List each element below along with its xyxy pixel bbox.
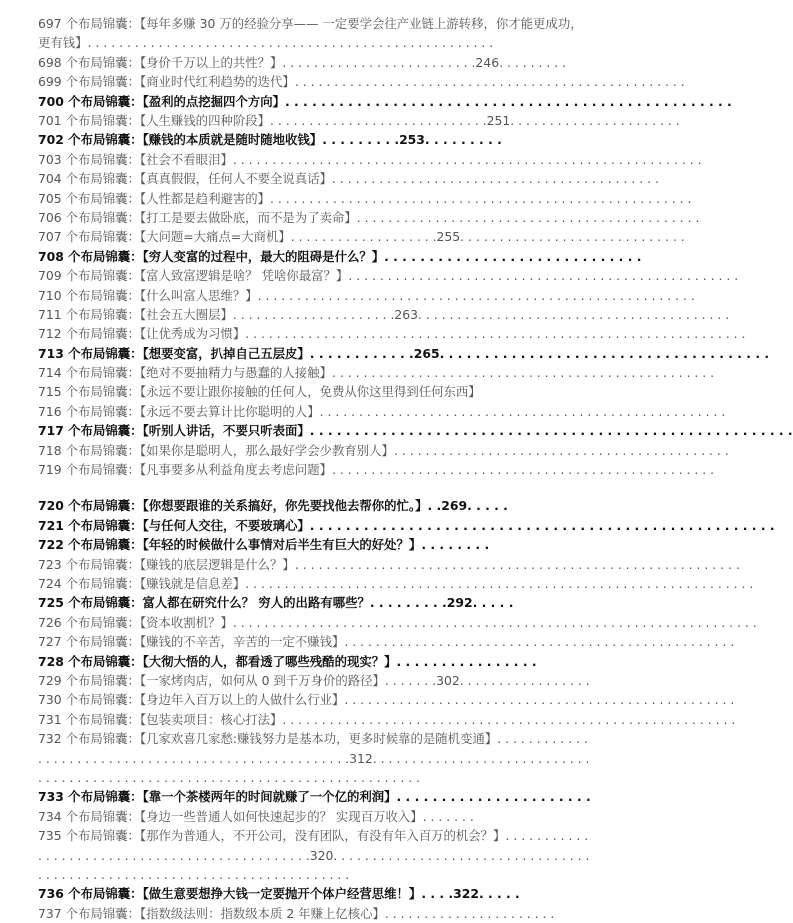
toc-entry-title: 713 个布局锦囊：【想要变富，扒掉自己五层皮】 — [38, 345, 310, 361]
toc-page-number: 269. . . . . — [441, 498, 508, 514]
toc-entry-title: 710 个布局锦囊：【什么叫富人思维？】 — [38, 287, 258, 303]
toc-entry[interactable] — [38, 671, 594, 690]
toc-entry-title: 717 个布局锦囊：【听别人讲话，不要只听表面】 — [38, 423, 310, 439]
toc-entry[interactable] — [38, 826, 594, 884]
dot-leader: . . . . . . . . . . . . . . . . . . . . . . . . . . . . . . . . . . . . . . . . . . . — [393, 442, 729, 458]
toc-page-number: 292. . . . . — [446, 595, 514, 611]
toc-entry-title: 706 个布局锦囊：【打工是要去做卧底，而不是为了卖命】 — [38, 209, 357, 225]
toc-page-number: 302. . . . . . . . . . . . . . . . . — [436, 672, 590, 688]
toc-entry[interactable] — [38, 402, 726, 421]
toc-entry-title: 734 个布局锦囊：【身边一些普通人如何快速起步的？ 实现百万收入】 — [38, 808, 423, 824]
toc-entry[interactable] — [38, 460, 715, 479]
toc-entry[interactable] — [38, 286, 695, 305]
toc-entry[interactable] — [38, 14, 594, 53]
toc-entry-title: 729 个布局锦囊：【一家烤肉店，如何从 0 到千万身价的路径】 — [38, 672, 385, 688]
dot-leader: . . . . . . . . . . . . . . . . . . . . . . . . . . . . . . . . . . . . . . . . . . . . — [356, 209, 700, 225]
toc-entry[interactable] — [38, 555, 740, 574]
toc-page-number: 320. . . . . . . . . . . . . . . . . . . . . . . . . . . . . . . . . . . . . . . . . . . . . . . . . . . . . . . . . . . . . . . . . . . . . . . . . — [38, 847, 590, 882]
dot-leader: . . . . . . . . . . . . . . . . . . . . . . . . . . . . . . . . . . . . . . . . . . . . . . . . . . . . . . . . . . . . . . . . . . . — [232, 614, 757, 630]
toc-entry-title: 711 个布局锦囊：【社会五大圈层】 — [38, 306, 233, 322]
dot-leader: . . . . . . . . . . . . . . . . . . . . . . . . . . . . . . . . . . . . . . . . . . . . . . . . . . . . . . . . . . . . . . . . . — [245, 575, 754, 591]
toc-entry[interactable] — [38, 324, 746, 343]
toc-entry[interactable] — [38, 92, 732, 111]
dot-leader: . . . . . . . . . . . . . . . . . . . . . . . . . . . . . . . . . . . . . . . . . . . . . . . . . . — [285, 93, 732, 109]
toc-page-number: 255. . . . . . . . . . . . . . . . . . . . . . . . . . . . . — [436, 229, 685, 245]
toc-entry-title: 701 个布局锦囊：【人生赚钱的四种阶段】 — [38, 112, 271, 128]
toc-entry[interactable] — [38, 535, 594, 554]
toc-page-number: 312. . . . . . . . . . . . . . . . . . . . . . . . . . . . . . . . . . . . . . . . . . . . . . . . . . . . . . . . . . . . . . . . . . . . . . . . . . . . . — [38, 750, 590, 785]
toc-entry[interactable] — [38, 690, 735, 709]
dot-leader: . . — [427, 498, 442, 514]
dot-leader: . . . . . . . . . . . . . . . . . . . . . . . . . . . . . . . . . . . . . . . . . . . . . . . . . . . . . . . . . . . . — [232, 151, 702, 167]
dot-leader: . . . . . . . . . . . . . . . . . . . . . . . . . . . . . . . . . . . . . . . . . . . . . . . . . — [331, 365, 715, 381]
dot-leader: . . . . . . . . . . . . . . . . . . . . . . . . . . . . . . . . . . . . . . . . . . . . . . . . . . . . — [38, 731, 588, 766]
toc-entry[interactable] — [38, 72, 685, 91]
toc-entry[interactable] — [38, 904, 594, 923]
toc-entry-title: 731 个布局锦囊：【包装卖项目：核心打法】 — [38, 711, 283, 727]
toc-entry-title: 705 个布局锦囊：【人性都是趋利避害的】 — [38, 190, 271, 206]
toc-entry[interactable] — [38, 421, 793, 440]
toc-entry-title: 699 个布局锦囊：【商业时代红利趋势的迭代】 — [38, 74, 295, 90]
toc-entry[interactable] — [38, 593, 594, 612]
toc-entry-title: 708 个布局锦囊：【穷人变富的过程中，最大的阻碍是什么？】 — [38, 248, 385, 264]
toc-entry[interactable] — [38, 169, 659, 188]
dot-leader: . . . . . . . . . . . . . . . . . . . . . . — [396, 789, 591, 805]
toc-entry[interactable] — [38, 382, 594, 401]
toc-entry[interactable] — [38, 150, 702, 169]
dot-leader: . . . . . . . . . . . . . . . . . . . . . . . . . . . . . . . . . . . . . . . . . . . . . . — [38, 828, 589, 863]
dot-leader: . . . . . . . . . . . . . . . . . . . . . . . . . — [282, 54, 476, 70]
toc-entry-title: 698 个布局锦囊：【身价千万以上的共性？】 — [38, 54, 283, 70]
toc-entry-title: 724 个布局锦囊：【赚钱就是信息差】 — [38, 575, 246, 591]
toc-entry-title: 712 个布局锦囊：【让优秀成为习惯】 — [38, 326, 246, 342]
toc-entry[interactable] — [38, 111, 680, 130]
toc-entry[interactable] — [38, 344, 770, 363]
toc-entry-title: 725 个布局锦囊：富人都在研究什么？ 穷人的出路有哪些？ — [38, 595, 370, 611]
toc-entry-title: 715 个布局锦囊：【永远不要让跟你接触的任何人，免费从你这里得到任何东西】 — [38, 384, 481, 400]
dot-leader: . . . . . . . . . — [369, 595, 447, 611]
dot-leader: . . . . . . . . — [421, 537, 490, 553]
toc-entry-title: 720 个布局锦囊：【你想要跟谁的关系搞好，你先要找他去帮你的忙。】 — [38, 498, 428, 514]
section-gap — [38, 479, 594, 496]
dot-leader: . . . . . . . . . . . . . . . . . . . . . . . . . . . . . . . . . . . . . . . . . . . . . . . . . . . . — [309, 517, 775, 533]
toc-entry[interactable] — [38, 729, 594, 787]
toc-entry-title: 722 个布局锦囊：【年轻的时候做什么事情对后半生有巨大的好处？】 — [38, 537, 422, 553]
toc-entry-title: 733 个布局锦囊：【靠一个茶楼两年的时间就赚了一个亿的利润】 — [38, 789, 397, 805]
dot-leader: . . . . — [421, 886, 454, 902]
toc-entry-title: 736 个布局锦囊：【做生意要想挣大钱一定要抛开个体户经营思维！】 — [38, 886, 422, 902]
toc-entry[interactable] — [38, 652, 594, 671]
toc-entry-title: 735 个布局锦囊：【那作为普通人，不开公司，没有团队，有没有年入百万的机会？】 — [38, 828, 506, 844]
toc-entry-title: 726 个布局锦囊：【资本收割机？】 — [38, 614, 233, 630]
toc-entry-title: 723 个布局锦囊：【赚钱的底层逻辑是什么？】 — [38, 556, 295, 572]
toc-entry[interactable] — [38, 710, 736, 729]
dot-leader: . . . . . . . . . . . . . . . . . . . . . . . . . . . . . . . . . . . . . . . . . . . . . . . . . . . . . . . . . . — [282, 711, 736, 727]
toc-entry[interactable] — [38, 363, 715, 382]
dot-leader: . . . . . . . . . . . . . . . . . . . . . . — [384, 905, 555, 921]
toc-entry[interactable] — [38, 787, 594, 806]
toc-entry-title: 730 个布局锦囊：【身边年入百万以上的人做什么行业】 — [38, 692, 345, 708]
dot-leader: . . . . . . . . . . . . . . . . . . . . . . . . . . . . . . . . . . . . . . . . . . . . . . . . . . — [344, 634, 735, 650]
toc-page-number: 263. . . . . . . . . . . . . . . . . . . . . . . . . . . . . . . . . . . . . . . . — [394, 306, 730, 322]
toc-entry-title: 719 个布局锦囊：【凡事要多从利益角度去考虑问题】 — [38, 462, 332, 478]
dot-leader: . . . . . . . . . . . . . . . . . . . . . . . . . . . . . — [384, 248, 642, 264]
dot-leader: . . . . . . . . . . . . . . . . . . . . . . . . . . . . . . . . . . . . . . . . . . . . . . . . . . — [294, 74, 685, 90]
toc-entry[interactable] — [38, 574, 754, 593]
toc-entry-title: 732 个布局锦囊：【几家欢喜几家愁:赚钱努力是基本功，更多时候靠的是随机变通】 — [38, 731, 498, 747]
dot-leader: . . . . . . . . . . . . . . . . . . . . . . . . . . . . . . . . . . . . . . . . . . . . . . . . . . — [344, 692, 735, 708]
toc-entry[interactable] — [38, 266, 739, 285]
toc-page-number: 322. . . . . — [453, 886, 520, 902]
toc-entry-title: 727 个布局锦囊：【赚钱的不辛苦，辛苦的一定不赚钱】 — [38, 634, 345, 650]
dot-leader: . . . . . . . . . . . . — [309, 345, 414, 361]
toc-page-number: 265. . . . . . . . . . . . . . . . . . . . . . . . . . . . . . . . . . . . . — [413, 345, 770, 361]
dot-leader: . . . . . . . . . . . . . . . . . . . . . . . . . . . . . . . . . . . . . . . . . . . . . . . . . . — [348, 268, 739, 284]
dot-leader: . . . . . . . . . . . . . . . . . . . . . . . . . . . . . . . . . . . . . . . . . . . . . . . . . . . . . . — [309, 423, 793, 439]
dot-leader: . . . . . . . . . . . . . . . . . . . — [290, 229, 437, 245]
dot-leader: . . . . . . . . . . . . . . . . — [396, 653, 537, 669]
dot-leader: . . . . . . . . . . . . . . . . . . . . . . . . . . . . . . . . . . . . . . . . . . . . . . . . . . . . . . . . . . . . . . . . — [245, 326, 746, 342]
toc-entry-title: 697 个布局锦囊：【每年多赚 30 万的经验分享—— 一定要学会往产业链上游转移，你才能更成功，更有钱】 — [38, 16, 583, 51]
dot-leader: . . . . . . . . . . . . . . . . . . . . . . . . . . . . . . . . . . . . . . . . . . . . . . . . . — [331, 462, 715, 478]
toc-entry[interactable] — [38, 613, 757, 632]
dot-leader: . . . . . . . . . . . . . . . . . . . . . . . . . . . . . . . . . . . . . . . . . . . . . . . . . . . . — [319, 403, 726, 419]
toc-page-number: 246. . . . . . . . . — [475, 54, 567, 70]
toc-entry-title: 718 个布局锦囊：【如果你是聪明人，那么最好学会少教育别人】 — [38, 442, 394, 458]
toc-entry[interactable] — [38, 632, 735, 651]
toc-entry[interactable] — [38, 189, 692, 208]
toc-entry-title: 737 个布局锦囊：【指数级法则：指数级本质 2 年赚上亿核心】 — [38, 905, 385, 921]
dot-leader: . . . . . . . . . . . . . . . . . . . . . — [232, 306, 395, 322]
toc-entry-title: 716 个布局锦囊：【永远不要去算计比你聪明的人】 — [38, 403, 320, 419]
toc-entry[interactable] — [38, 807, 594, 826]
toc-entry-title: 702 个布局锦囊：【赚钱的本质就是随时随地收钱】 — [38, 132, 323, 148]
dot-leader: . . . . . . . — [422, 808, 474, 824]
dot-leader: . . . . . . . . . . . . . . . . . . . . . . . . . . . . . . . . . . . . . . . . . . . . . . . . . . . . . . . . . — [294, 556, 740, 572]
table-of-contents — [38, 14, 793, 923]
toc-page-number: 251. . . . . . . . . . . . . . . . . . . . . . — [486, 112, 680, 128]
toc-entry[interactable] — [38, 496, 594, 515]
dot-leader: . . . . . . . . . . . . . . . . . . . . . . . . . . . . . . . . . . . . . . . . . . . . . . . . . . . . . . — [270, 190, 692, 206]
toc-entry[interactable] — [38, 247, 642, 266]
toc-entry-title: 709 个布局锦囊：【富人致富逻辑是啥？ 凭啥你最富？】 — [38, 268, 349, 284]
toc-entry-title: 714 个布局锦囊：【绝对不要抽精力与愚蠢的人接触】 — [38, 365, 332, 381]
toc-entry[interactable] — [38, 516, 775, 535]
dot-leader: . . . . . . . . . — [322, 132, 400, 148]
toc-entry-title: 728 个布局锦囊：【大彻大悟的人，都看透了哪些残酷的现实？】 — [38, 653, 397, 669]
dot-leader: . . . . . . . . . . . . . . . . . . . . . . . . . . . . . . . . . . . . . . . . . . . . . . . . . . . . — [87, 35, 494, 51]
dot-leader: . . . . . . . . . . . . . . . . . . . . . . . . . . . . . . . . . . . . . . . . . . — [331, 171, 659, 187]
dot-leader: . . . . . . . . . . . . . . . . . . . . . . . . . . . . — [270, 112, 487, 128]
dot-leader: . . . . . . . . . . . . . . . . . . . . . . . . . . . . . . . . . . . . . . . . . . . . . . . . . . . . . . . . — [257, 287, 695, 303]
toc-entry[interactable] — [38, 305, 730, 324]
toc-entry[interactable] — [38, 208, 700, 227]
toc-entry-title: 707 个布局锦囊：【大问题=大痛点=大商机】 — [38, 229, 291, 245]
toc-entry-title: 700 个布局锦囊：【盈利的点挖掘四个方向】 — [38, 93, 286, 109]
toc-entry-title: 721 个布局锦囊：【与任何人交往，不要玻璃心】 — [38, 517, 310, 533]
toc-entry[interactable] — [38, 884, 594, 903]
toc-entry[interactable] — [38, 53, 594, 72]
dot-leader: . . . . . . . — [384, 672, 437, 688]
toc-entry[interactable] — [38, 130, 594, 149]
toc-page-number: 253. . . . . . . . . — [399, 132, 502, 148]
toc-entry-title: 704 个布局锦囊：【真真假假，任何人不要全说真话】 — [38, 171, 332, 187]
toc-entry[interactable] — [38, 441, 729, 460]
toc-entry[interactable] — [38, 227, 685, 246]
toc-entry-title: 703 个布局锦囊：【社会不看眼泪】 — [38, 151, 233, 167]
